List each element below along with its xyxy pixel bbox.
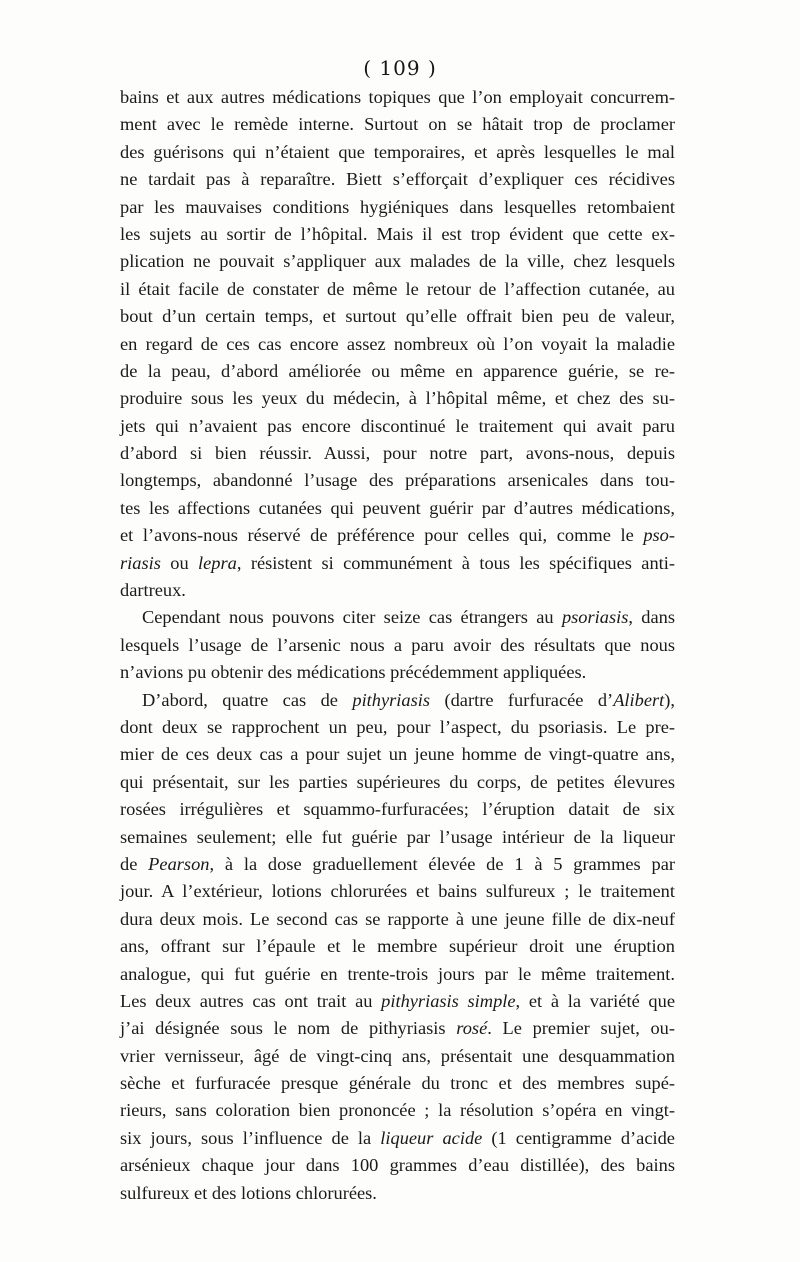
text-segment: jour. A l’extérieur, lotions chlorurées et bains sulfureux ; le traitement (120, 881, 675, 902)
text-segment: sèche et furfuracée presque générale du tronc et des membres supé- (120, 1073, 675, 1094)
text-segment: ne tardait pas à reparaître. Biett s’efforçait d’expliquer ces récidives (120, 169, 675, 190)
text-line (120, 1125, 675, 1152)
text-segment: les sujets au sortir de l’hôpital. Mais il est trop évident que cette ex- (120, 223, 675, 244)
text-segment: Cependant nous pouvons citer seize cas étrangers au (142, 607, 562, 628)
text-line (120, 1180, 675, 1207)
text-line (120, 769, 675, 796)
text-line (120, 1070, 675, 1097)
text-line (120, 1043, 675, 1070)
page-number: ( 109 ) (363, 56, 437, 80)
text-segment: dura deux mois. Le second cas se rapporte à une jeune fille de dix-neuf (120, 908, 675, 929)
text-segment: dartreux. (120, 580, 186, 601)
text-segment: par les mauvaises conditions hygiéniques dans lesquelles retombaient (120, 196, 675, 217)
text-segment: mier de ces deux cas a pour sujet un jeune homme de vingt-quatre ans, (120, 744, 675, 765)
text-segment: rieurs, sans coloration bien prononcée ; la résolution s’opéra en vingt- (120, 1100, 675, 1121)
italic-term: riasis (120, 552, 161, 573)
text-segment: analogue, qui fut guérie en trente-trois jours par le même traitement. (120, 963, 675, 984)
text-line (120, 687, 675, 714)
body-text (120, 84, 675, 1207)
text-segment: longtemps, abandonné l’usage des préparations arsenicales dans tou- (120, 470, 675, 491)
text-segment: , à la dose graduellement élevée de 1 à 5 grammes par (209, 853, 675, 874)
text-segment: , résistent si communément à tous les spécifiques anti- (236, 552, 675, 573)
text-segment: ou (160, 552, 199, 573)
text-line (120, 440, 675, 467)
text-segment: sulfureux et des lotions chlorurées. (120, 1182, 377, 1203)
text-segment: des guérisons qui n’étaient que temporaires, et après lesquelles le mal (120, 141, 675, 162)
text-segment: j’ai désignée sous le nom de pithyriasis (120, 1018, 457, 1039)
italic-term: Alibert (613, 689, 665, 710)
text-segment: ans, offrant sur l’épaule et le membre supérieur droit une éruption (120, 936, 675, 957)
text-line (120, 111, 675, 138)
text-line (120, 166, 675, 193)
text-segment: , et à la variété que (515, 990, 675, 1011)
text-segment: plication ne pouvait s’appliquer aux malades de la ville, chez lesquels (120, 251, 675, 272)
text-line (120, 577, 675, 604)
text-line (120, 796, 675, 823)
text-segment: tes les affections cutanées qui peuvent guérir par d’autres médications, (120, 497, 675, 518)
text-segment: Les deux autres cas ont trait au (120, 990, 382, 1011)
text-line (120, 221, 675, 248)
text-line (120, 139, 675, 166)
italic-term: rosé (456, 1018, 488, 1039)
text-segment: bout d’un certain temps, et surtout qu’elle offrait bien peu de valeur, (120, 306, 675, 327)
text-line (120, 659, 675, 686)
italic-term: pso- (643, 525, 675, 546)
text-line (120, 988, 675, 1015)
text-line (120, 1152, 675, 1179)
text-segment: jets qui n’avaient pas encore discontinué le traitement qui avait paru (120, 415, 675, 436)
text-segment: de (120, 853, 149, 874)
text-segment: ment avec le remède interne. Surtout on se hâtait trop de proclamer (120, 114, 675, 135)
text-line (120, 906, 675, 933)
text-segment: n’avions pu obtenir des médications précédemment appliquées. (120, 662, 587, 683)
text-segment: il était facile de constater de même le retour de l’affection cutanée, au (120, 278, 675, 299)
text-line (120, 84, 675, 111)
text-segment: ), (664, 689, 675, 710)
text-segment: (dartre furfuracée d’ (430, 689, 614, 710)
italic-term: lepra (198, 552, 237, 573)
text-line (120, 741, 675, 768)
text-line (120, 632, 675, 659)
text-segment: rosées irrégulières et squammo-furfuracées; l’éruption datait de six (120, 799, 675, 820)
italic-term: Pearson (148, 853, 210, 874)
text-line (120, 358, 675, 385)
italic-term: liqueur acide (380, 1127, 483, 1148)
text-segment: produire sous les yeux du médecin, à l’hôpital même, et chez des su- (120, 388, 675, 409)
text-segment: lesquels l’usage de l’arsenic nous a paru avoir des résultats que nous (120, 634, 675, 655)
text-line (120, 522, 675, 549)
text-segment: dont deux se rapprochent un peu, pour l’aspect, du psoriasis. Le pre- (120, 716, 675, 737)
text-line (120, 851, 675, 878)
italic-term: psoriasis (561, 607, 629, 628)
text-line (120, 714, 675, 741)
text-segment: qui présentait, sur les parties supérieures du corps, de petites élevures (120, 771, 675, 792)
text-line (120, 331, 675, 358)
text-line (120, 467, 675, 494)
text-segment: semaines seulement; elle fut guérie par l’usage intérieur de la liqueur (120, 826, 675, 847)
text-segment: (1 centigramme d’acide (482, 1127, 675, 1148)
text-line (120, 878, 675, 905)
text-segment: , dans (628, 607, 676, 628)
text-line (120, 933, 675, 960)
text-line (120, 604, 675, 631)
italic-term: pithyriasis (352, 689, 431, 710)
text-segment: en regard de ces cas encore assez nombreux où l’on voyait la maladie (120, 333, 675, 354)
text-line (120, 303, 675, 330)
text-line (120, 385, 675, 412)
text-line (120, 413, 675, 440)
text-segment: d’abord si bien réussir. Aussi, pour notre part, avons-nous, depuis (120, 443, 675, 464)
text-segment: . Le premier sujet, ou- (487, 1018, 676, 1039)
text-line (120, 194, 675, 221)
text-line (120, 495, 675, 522)
text-line (120, 248, 675, 275)
text-line (120, 1015, 675, 1042)
text-line (120, 824, 675, 851)
text-segment: et l’avons-nous réservé de préférence pour celles qui, comme le (120, 525, 644, 546)
text-line (120, 1097, 675, 1124)
text-segment: vrier vernisseur, âgé de vingt-cinq ans, présentait une desquammation (120, 1045, 675, 1066)
text-segment: D’abord, quatre cas de (142, 689, 353, 710)
text-segment: six jours, sous l’influence de la (120, 1127, 381, 1148)
italic-term: pithyriasis simple (381, 990, 516, 1011)
text-segment: bains et aux autres médications topiques que l’on employait concurrem- (120, 87, 675, 107)
text-line (120, 550, 675, 577)
text-line (120, 961, 675, 988)
text-line (120, 276, 675, 303)
text-segment: arsénieux chaque jour dans 100 grammes d’eau distillée), des bains (120, 1155, 675, 1176)
text-segment: de la peau, d’abord améliorée ou même en apparence guérie, se re- (120, 360, 675, 381)
